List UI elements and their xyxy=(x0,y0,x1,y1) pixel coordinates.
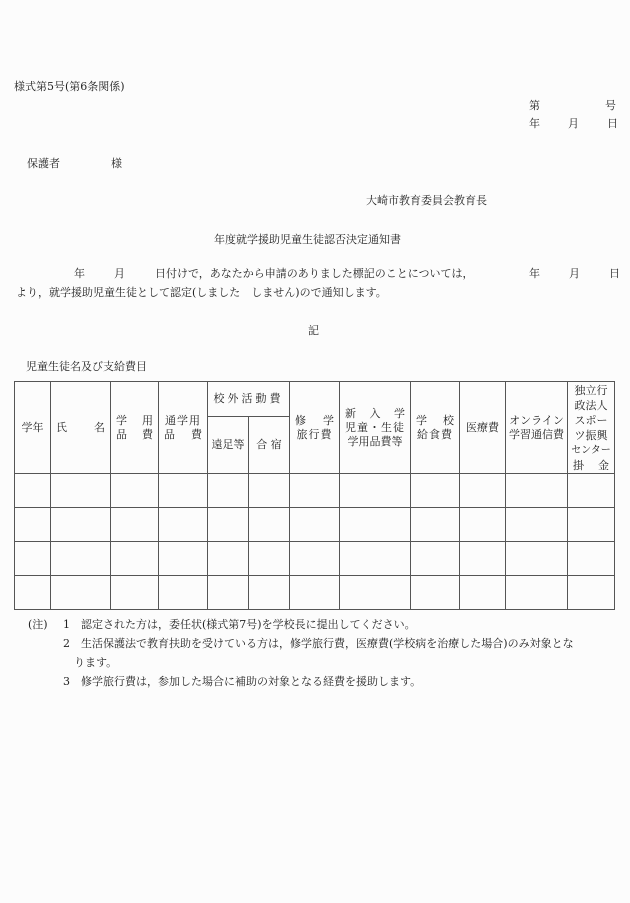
cell-lunch[interactable] xyxy=(411,474,460,508)
document-date xyxy=(529,117,618,131)
cell-new-student[interactable] xyxy=(340,542,411,576)
cell-jsc[interactable] xyxy=(568,542,615,576)
cell-lunch[interactable] xyxy=(411,542,460,576)
cell-name[interactable] xyxy=(51,542,111,576)
header-camp: 合 宿 xyxy=(249,417,290,474)
cell-camp[interactable] xyxy=(249,576,290,610)
cell-name[interactable] xyxy=(51,576,111,610)
cell-commute[interactable] xyxy=(159,474,208,508)
cell-new-student[interactable] xyxy=(340,474,411,508)
table-row xyxy=(15,474,615,508)
cell-school-trip[interactable] xyxy=(290,542,340,576)
body-line-1-date xyxy=(529,267,620,281)
cell-medical[interactable] xyxy=(460,542,506,576)
body-year: 年 xyxy=(74,267,85,280)
header-name: 氏 名 xyxy=(51,382,111,474)
document-number xyxy=(529,99,616,113)
cell-name[interactable] xyxy=(51,474,111,508)
recipient-label: 保護者 xyxy=(27,157,60,170)
document-title: 年度就学援助児童生徒認否決定通知書 xyxy=(214,233,401,246)
cell-new-student[interactable] xyxy=(340,508,411,542)
table-row xyxy=(15,576,615,610)
note-3: 3 修学旅行費は，参加した場合に補助の対象となる経費を援助します。 xyxy=(63,675,422,688)
cell-school-supplies[interactable] xyxy=(111,474,159,508)
cell-commute[interactable] xyxy=(159,508,208,542)
body-month: 月 xyxy=(114,267,125,280)
cell-medical[interactable] xyxy=(460,508,506,542)
cell-grade[interactable] xyxy=(15,508,51,542)
cell-jsc[interactable] xyxy=(568,576,615,610)
notes-label: (注) xyxy=(28,618,48,631)
cell-camp[interactable] xyxy=(249,542,290,576)
header-medical: 医療費 xyxy=(460,382,506,474)
recipient-honorific: 様 xyxy=(111,157,122,170)
cell-excursion[interactable] xyxy=(208,474,249,508)
body-text: 日付けで，あなたから申請のありました標記のことについては， xyxy=(155,267,474,280)
cell-camp[interactable] xyxy=(249,474,290,508)
issuer: 大崎市教育委員会教育長 xyxy=(366,194,487,207)
form-number: 様式第5号(第6条関係) xyxy=(14,80,125,93)
cell-lunch[interactable] xyxy=(411,576,460,610)
cell-commute[interactable] xyxy=(159,542,208,576)
cell-online[interactable] xyxy=(506,474,568,508)
cell-online[interactable] xyxy=(506,508,568,542)
body-line-2: より，就学援助児童生徒として認定(しました しません)ので通知します。 xyxy=(16,286,387,299)
cell-online[interactable] xyxy=(506,576,568,610)
cell-school-trip[interactable] xyxy=(290,576,340,610)
cell-lunch[interactable] xyxy=(411,508,460,542)
header-commute-supplies: 通学用 品 費 xyxy=(159,382,208,474)
cell-name[interactable] xyxy=(51,508,111,542)
header-school-supplies: 学 用 品 費 xyxy=(111,382,159,474)
cell-online[interactable] xyxy=(506,542,568,576)
header-jsc-premium: 独立行 政法人 スポー ツ振興 センター 掛 金 xyxy=(568,382,615,474)
cell-jsc[interactable] xyxy=(568,508,615,542)
cell-camp[interactable] xyxy=(249,508,290,542)
header-school-trip: 修 学 旅行費 xyxy=(290,382,340,474)
ki-heading: 記 xyxy=(308,324,319,337)
cell-new-student[interactable] xyxy=(340,576,411,610)
cell-excursion[interactable] xyxy=(208,542,249,576)
doc-date-year: 年 xyxy=(529,117,540,130)
cell-grade[interactable] xyxy=(15,576,51,610)
header-new-student: 新 入 学 児童・生徒 学用品費等 xyxy=(340,382,411,474)
cell-school-trip[interactable] xyxy=(290,474,340,508)
header-outside-activities: 校外活動費 xyxy=(208,382,290,417)
body-year-2: 年 xyxy=(529,267,540,280)
recipient xyxy=(27,157,122,171)
cell-excursion[interactable] xyxy=(208,576,249,610)
doc-number-go: 号 xyxy=(605,99,616,112)
student-expense-table xyxy=(14,381,615,610)
cell-school-trip[interactable] xyxy=(290,508,340,542)
cell-grade[interactable] xyxy=(15,542,51,576)
cell-commute[interactable] xyxy=(159,576,208,610)
doc-date-day: 日 xyxy=(607,117,618,130)
note-2-continued: ります。 xyxy=(74,656,118,669)
cell-school-supplies[interactable] xyxy=(111,542,159,576)
doc-number-dai: 第 xyxy=(529,99,540,112)
body-line-1 xyxy=(74,267,474,281)
table-row xyxy=(15,542,615,576)
cell-school-supplies[interactable] xyxy=(111,508,159,542)
header-school-lunch: 学 校 給食費 xyxy=(411,382,460,474)
doc-date-month: 月 xyxy=(568,117,579,130)
cell-school-supplies[interactable] xyxy=(111,576,159,610)
cell-grade[interactable] xyxy=(15,474,51,508)
body-month-2: 月 xyxy=(569,267,580,280)
cell-excursion[interactable] xyxy=(208,508,249,542)
table-row xyxy=(15,508,615,542)
cell-medical[interactable] xyxy=(460,474,506,508)
note-2: 2 生活保護法で教育扶助を受けている方は，修学旅行費，医療費(学校病を治療した場合)のみ対象とな xyxy=(63,637,574,650)
section-label: 児童生徒名及び支給費目 xyxy=(26,360,147,373)
header-online-learning: オンライン 学習通信費 xyxy=(506,382,568,474)
cell-medical[interactable] xyxy=(460,576,506,610)
header-excursion: 遠足等 xyxy=(208,417,249,474)
note-1: 1 認定された方は，委任状(様式第7号)を学校長に提出してください。 xyxy=(63,618,416,631)
cell-jsc[interactable] xyxy=(568,474,615,508)
header-grade: 学年 xyxy=(15,382,51,474)
body-day-2: 日 xyxy=(609,267,620,280)
